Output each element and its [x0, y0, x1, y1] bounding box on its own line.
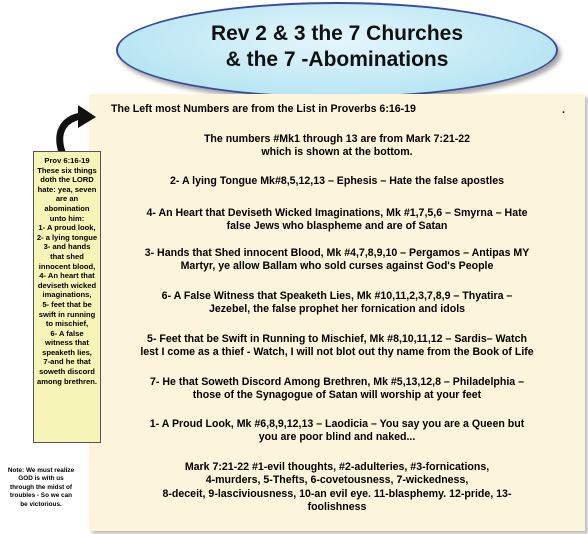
victory-note — [2, 467, 80, 509]
entry-line: you are poor blind and naked... — [258, 431, 416, 444]
church-entry-sardis — [89, 333, 585, 360]
proverbs-line: swift in running — [38, 309, 96, 319]
mark-list-line: Mark 7:21-22 #1-evil thoughts, #2-adulteries, #3-fornications, — [184, 461, 490, 473]
mark-note-line-1: The numbers #Mk1 through 13 are from Mark 7:21-22 — [203, 133, 471, 145]
church-entry-thyatira — [89, 290, 585, 317]
proverbs-text — [34, 156, 100, 386]
title-line-1: Rev 2 & 3 the 7 Churches — [210, 22, 464, 45]
entry-line: Martyr, ye allow Ballam who sold curses against God's People — [180, 260, 494, 273]
proverbs-line: Prov 6:16-19 — [44, 156, 90, 165]
mark-note-line-2: which is shown at the bottom. — [261, 146, 413, 159]
title-line-2: & the 7 -Abominations — [225, 48, 449, 71]
proverbs-line: among brethren. — [37, 376, 97, 386]
intro-text — [111, 103, 571, 116]
proverbs-line: that shed — [50, 251, 84, 261]
stray-dot: . — [561, 104, 565, 116]
entry-line: 4- An Heart that Deviseth Wicked Imaginations, Mk #1,7,5,6 – Smyrna – Hate — [146, 207, 528, 219]
mark-list — [89, 461, 585, 515]
proverbs-line: 3- and hands — [43, 242, 91, 252]
mark-list-line: 8-deceit, 9-lasciviousness, 10-an evil eye. 11-blasphemy. 12-pride, 13- — [162, 487, 512, 500]
proverbs-line: 1- A proud look, — [38, 223, 96, 233]
proverbs-line: 7-and he that — [43, 357, 91, 367]
mark-note — [89, 133, 585, 160]
intro-line: The Left most Numbers are from the List in Proverbs 6:16-19 — [111, 103, 416, 115]
note-line: Note: We must realize — [7, 467, 75, 474]
note-line: through the midst of — [9, 483, 73, 491]
church-entry-smyrna — [89, 207, 585, 234]
proverbs-line: soweth discord — [39, 367, 95, 377]
proverbs-line: 2- a lying tongue — [36, 232, 98, 242]
proverbs-line: 4- An heart that — [39, 271, 95, 281]
church-entry-philadelphia — [89, 376, 585, 403]
proverbs-line: These six things — [37, 165, 97, 175]
proverbs-line: hate: yea, seven — [37, 184, 97, 194]
proverbs-line: doth the LORD — [40, 175, 94, 185]
entry-line: 5- Feet that be Swift in Running to Mischief, Mk #8,10,11,12 – Sardis– Watch — [147, 333, 527, 345]
mark-list-line: foolishness — [307, 501, 367, 514]
church-entry-pergamos — [89, 247, 585, 274]
proverbs-line: are an — [55, 194, 79, 204]
entry-line: Jezebel, the false prophet her fornication and idols — [208, 303, 466, 316]
entry-line: 1- A Proud Look, Mk #6,8,9,12,13 – Laodicia – You say you are a Queen but — [149, 418, 525, 430]
proverbs-line: imaginations, — [42, 290, 92, 300]
curved-arrow-icon — [40, 104, 100, 156]
proverbs-line: witness that — [45, 338, 89, 348]
proverbs-panel — [33, 151, 101, 443]
note-line: troubles - So we can — [9, 492, 73, 500]
proverbs-line: unto him: — [49, 213, 85, 223]
proverbs-line: 6- A false — [50, 328, 84, 338]
proverbs-line: speaketh lies, — [42, 347, 92, 357]
entry-line: 3- Hands that Shed innocent Blood, Mk #4,7,8,9,10 – Pergamos – Antipas MY — [144, 247, 530, 259]
entry-line: lest I come as a thief - Watch, I will not blot out thy name from the Book of Life — [140, 346, 534, 359]
entry-line: 2- A lying Tongue Mk#8,5,12,13 – Ephesis – Hate the false apostles — [169, 175, 505, 187]
proverbs-line: 5- feet that be — [42, 299, 92, 309]
mark-list-line: 4-murders, 5-Thefts, 6-covetousness, 7-wickedness, — [205, 474, 469, 487]
entry-line: 7- He that Soweth Discord Among Brethren, Mk #5,13,12,8 – Philadelphia – — [149, 376, 525, 388]
note-line: GOD is with us — [18, 475, 64, 483]
title-banner — [116, 2, 558, 98]
church-entry-ephesus — [89, 175, 585, 188]
entry-line: 6- A False Witness that Speaketh Lies, Mk #10,11,2,3,7,8,9 – Thyatira – — [161, 290, 513, 302]
proverbs-line: deviseth wicked — [37, 280, 97, 290]
proverbs-line: abomination — [44, 203, 90, 213]
proverbs-line: innocent blood, — [38, 261, 96, 271]
church-entry-laodicia — [89, 418, 585, 445]
main-panel — [89, 94, 585, 531]
entry-line: those of the Synagogue of Satan will worship at your feet — [192, 389, 482, 402]
proverbs-line: to mischief, — [45, 319, 89, 329]
entry-line: false Jews who blaspheme and are of Satan — [226, 220, 448, 233]
note-line: be victorious. — [20, 500, 62, 508]
